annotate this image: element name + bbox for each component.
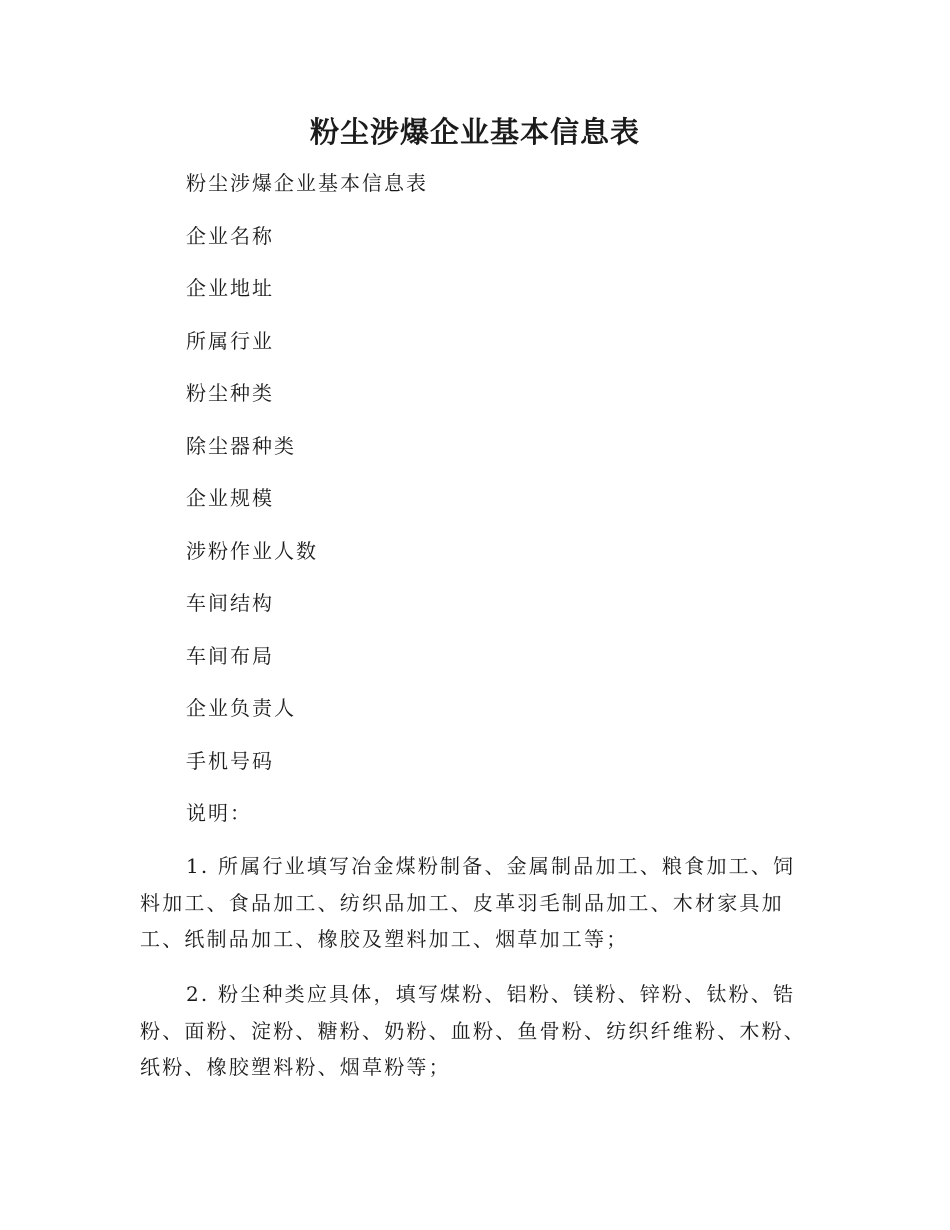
field-dust-type: 粉尘种类	[186, 381, 274, 405]
notes-heading: 说明：	[186, 801, 252, 825]
field-company-scale: 企业规模	[186, 486, 274, 510]
note-paragraph-2: 2. 粉尘种类应具体，填写煤粉、铝粉、镁粉、锌粉、钛粉、锆粉、面粉、淀粉、糖粉、奶粉、血粉、鱼骨粉、纺织纤维粉、木粉、纸粉、橡胶塑料粉、烟草粉等；	[140, 982, 806, 1079]
document-title: 粉尘涉爆企业基本信息表	[309, 115, 640, 149]
field-company-address: 企业地址	[186, 276, 274, 300]
subtitle-line: 粉尘涉爆企业基本信息表	[186, 171, 428, 195]
field-company-name: 企业名称	[186, 223, 274, 248]
field-workshop-layout: 车间布局	[186, 643, 274, 668]
field-list	[186, 166, 428, 849]
field-dust-workers-count: 涉粉作业人数	[186, 538, 318, 563]
field-industry: 所属行业	[186, 328, 274, 353]
field-dust-collector-type: 除尘器种类	[186, 433, 296, 458]
field-phone-number: 手机号码	[186, 748, 274, 773]
field-workshop-structure: 车间结构	[186, 591, 274, 615]
note-paragraph-1: 1. 所属行业填写冶金煤粉制备、金属制品加工、粮食加工、饲料加工、食品加工、纺织品加工、皮革羽毛制品加工、木材家具加工、纸制品加工、橡胶及塑料加工、烟草加工等；	[140, 854, 796, 951]
field-company-head: 企业负责人	[186, 696, 296, 720]
